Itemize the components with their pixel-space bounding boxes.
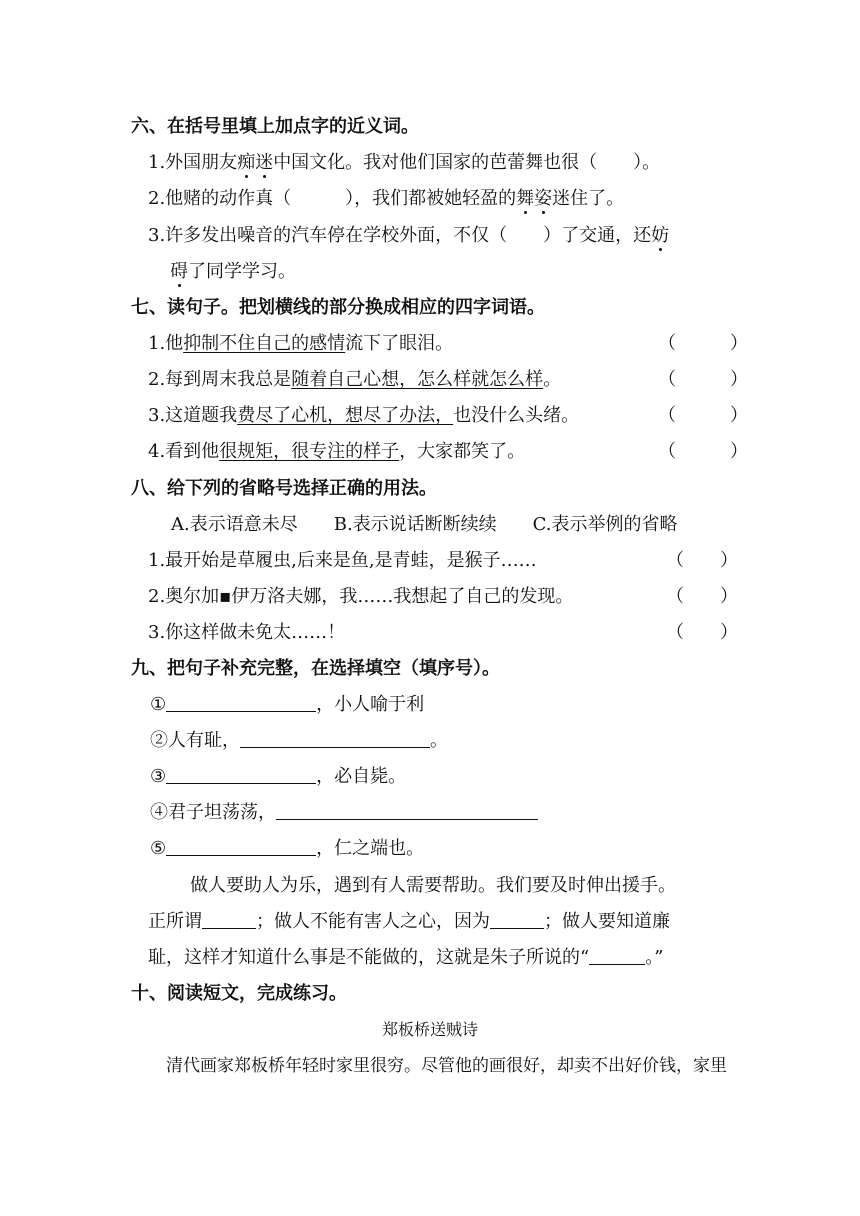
- s6-question-3: [148, 224, 669, 248]
- s9-item-5-text: ，仁之端也。: [316, 838, 425, 859]
- s9-item-3: [150, 765, 406, 789]
- s7-q3-answer-paren[interactable]: （ ）: [658, 405, 748, 426]
- s9-item-1-label: ①: [150, 694, 167, 715]
- s7-question-2: [148, 368, 561, 392]
- s6-q1-dotted-char-2: 迷: [255, 152, 274, 173]
- section-9-title: 九、把句子补充完整，在选择填空（填序号）。: [131, 658, 500, 679]
- section-6-title: 六、在括号里填上加点字的近义词。: [131, 116, 419, 137]
- s9-p3-text-a: 耻，这样才知道什么事是不能做的，这就是朱子所说的“: [148, 947, 590, 968]
- s9-item-5-blank[interactable]: [166, 837, 316, 856]
- s9-item-4-blank[interactable]: [276, 801, 538, 820]
- s7-q3-underlined: 费尽了心机，想尽了办法，: [237, 405, 454, 426]
- s8-question-3: 3.你这样做未免太……！: [148, 622, 346, 643]
- story-paragraph-1: 清代画家郑板桥年轻时家里很穷。尽管他的画很好，却卖不出好价钱，家里: [166, 1056, 727, 1076]
- s6-q3-dotted-char-2: 碍: [170, 261, 188, 282]
- s6-q3-text-a: 3.许多发出噪音的汽车停在学校外面，不仅（ ）了交通，还: [148, 225, 652, 246]
- s8-q1-answer-paren[interactable]: （ ）: [666, 550, 738, 571]
- s7-q2-underlined: 随着自己心想，怎么样就怎么样: [291, 369, 544, 390]
- s8-question-2: 2.奥尔加▪伊万洛夫娜，我……我想起了自己的发现。: [148, 586, 574, 607]
- s7-q2-answer-paren[interactable]: （ ）: [658, 369, 748, 390]
- s9-paragraph-line-2: [148, 910, 670, 934]
- s9-item-4-label: ④君子坦荡荡，: [150, 802, 276, 823]
- s9-item-1-text: ，小人喻于利: [316, 694, 425, 715]
- s9-item-1: [150, 693, 424, 717]
- s9-item-5-label: ⑤: [150, 838, 167, 859]
- s6-question-2: [148, 187, 624, 211]
- s8-question-1: 1.最开始是草履虫,后来是鱼,是青蛙，是猴子……: [148, 550, 537, 571]
- s9-p2-blank-2[interactable]: [490, 910, 544, 929]
- s6-q1-text-b: 中国文化。我对他们国家的芭蕾舞也很（ ）。: [273, 152, 661, 173]
- s9-item-3-blank[interactable]: [166, 765, 316, 784]
- s9-item-5: [150, 837, 424, 861]
- s8-q2-answer-paren[interactable]: （ ）: [666, 586, 738, 607]
- s6-q2-text-a: 2.他赌的动作真（ ），我们都被她轻盈的: [148, 188, 517, 209]
- s6-question-1: [148, 151, 660, 175]
- s9-paragraph-line-1: 做人要助人为乐，遇到有人需要帮助。我们要及时伸出援手。: [190, 875, 676, 896]
- s6-q2-text-b: 迷住了。: [552, 188, 625, 209]
- s9-p3-text-b: 。”: [645, 947, 664, 968]
- s8-q3-answer-paren[interactable]: （ ）: [666, 622, 738, 643]
- s6-q2-dotted-char-2: 姿: [534, 188, 553, 209]
- s9-item-2-label: ②人有耻，: [150, 730, 240, 751]
- s9-p2-text-a: 正所谓: [148, 911, 202, 932]
- s9-item-2-blank[interactable]: [240, 729, 430, 748]
- s8-options: A.表示语意未尽 B.表示说话断断续续 C.表示举例的省略: [171, 514, 678, 535]
- story-title: 郑板桥送贼诗: [381, 1020, 478, 1039]
- s6-question-3-cont: [170, 260, 296, 284]
- s7-q3-text-b: 也没什么头绪。: [453, 405, 580, 426]
- s7-question-3: [148, 404, 579, 428]
- s9-p2-blank-1[interactable]: [202, 910, 256, 929]
- s7-q2-text-a: 2.每到周末我总是: [148, 369, 292, 390]
- s7-question-4: [148, 440, 525, 464]
- s9-p2-text-b: ；做人不能有害人之心，因为: [256, 911, 490, 932]
- section-8-title: 八、给下列的省略号选择正确的用法。: [131, 478, 437, 499]
- s6-q1-text-a: 1.外国朋友: [148, 152, 238, 173]
- s9-item-4: [150, 801, 538, 825]
- s7-q4-text-b: ，大家都笑了。: [399, 441, 526, 462]
- s7-q4-answer-paren[interactable]: （ ）: [658, 441, 748, 462]
- s9-paragraph-line-3: [148, 946, 663, 970]
- s9-item-2-text: 。: [430, 730, 448, 751]
- s7-q2-text-b: 。: [543, 369, 562, 390]
- s7-q3-text-a: 3.这道题我: [148, 405, 238, 426]
- section-7-title: 七、读句子。把划横线的部分换成相应的四字词语。: [131, 297, 545, 318]
- s9-p2-text-c: ；做人要知道廉: [544, 911, 670, 932]
- s6-q3-text-b: 了同学学习。: [188, 261, 296, 282]
- s7-q4-underlined: 很规矩，很专注的样子: [219, 441, 400, 462]
- s6-q3-dotted-char-1: 妨: [651, 225, 670, 246]
- s7-q1-underlined: 抑制不住自己的感情: [183, 333, 346, 354]
- s7-question-1: [148, 332, 453, 356]
- s9-item-1-blank[interactable]: [166, 693, 316, 712]
- s9-item-3-text: ，必自毙。: [316, 766, 407, 787]
- s7-q1-text-b: 流下了眼泪。: [345, 333, 454, 354]
- s9-p3-blank[interactable]: [589, 946, 645, 965]
- s9-item-3-label: ③: [150, 766, 167, 787]
- s9-item-2: [150, 729, 448, 753]
- section-10-title: 十、阅读短文，完成练习。: [131, 983, 347, 1004]
- s7-q1-text-a: 1.他: [148, 333, 184, 354]
- s6-q2-dotted-char-1: 舞: [516, 188, 535, 209]
- s7-q1-answer-paren[interactable]: （ ）: [658, 333, 748, 354]
- s7-q4-text-a: 4.看到他: [148, 441, 220, 462]
- s6-q1-dotted-char-1: 痴: [237, 152, 256, 173]
